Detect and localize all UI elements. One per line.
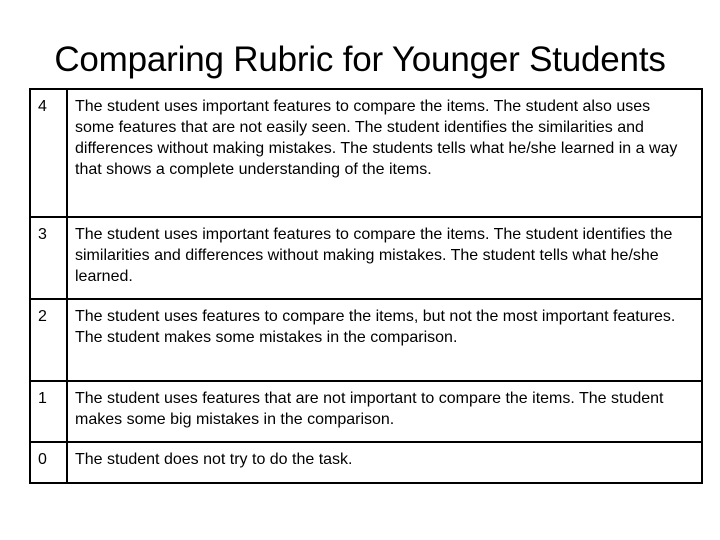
score-cell: 4 [30,89,67,217]
rubric-table [29,88,703,484]
table-row [30,442,702,483]
description-cell: The student uses important features to compare the items. The student also uses some features that are not easily seen. The student identifies the similarities and differences without making mistakes. The students tells what he/she learned in a way that shows a complete understanding of the items. [67,89,702,217]
page-title: Comparing Rubric for Younger Students [54,40,666,79]
description-cell: The student uses important features to compare the items. The student identifies the similarities and differences without making mistakes. The student tells what he/she learned. [67,217,702,299]
description-cell: The student does not try to do the task. [67,442,702,483]
score-cell: 0 [30,442,67,483]
score-cell: 3 [30,217,67,299]
table-row [30,89,702,217]
table-row [30,299,702,381]
score-cell: 2 [30,299,67,381]
description-cell: The student uses features to compare the items, but not the most important features. The student makes some mistakes in the comparison. [67,299,702,381]
description-cell: The student uses features that are not important to compare the items. The student makes some big mistakes in the comparison. [67,381,702,442]
table-row [30,217,702,299]
table-row [30,381,702,442]
score-cell: 1 [30,381,67,442]
